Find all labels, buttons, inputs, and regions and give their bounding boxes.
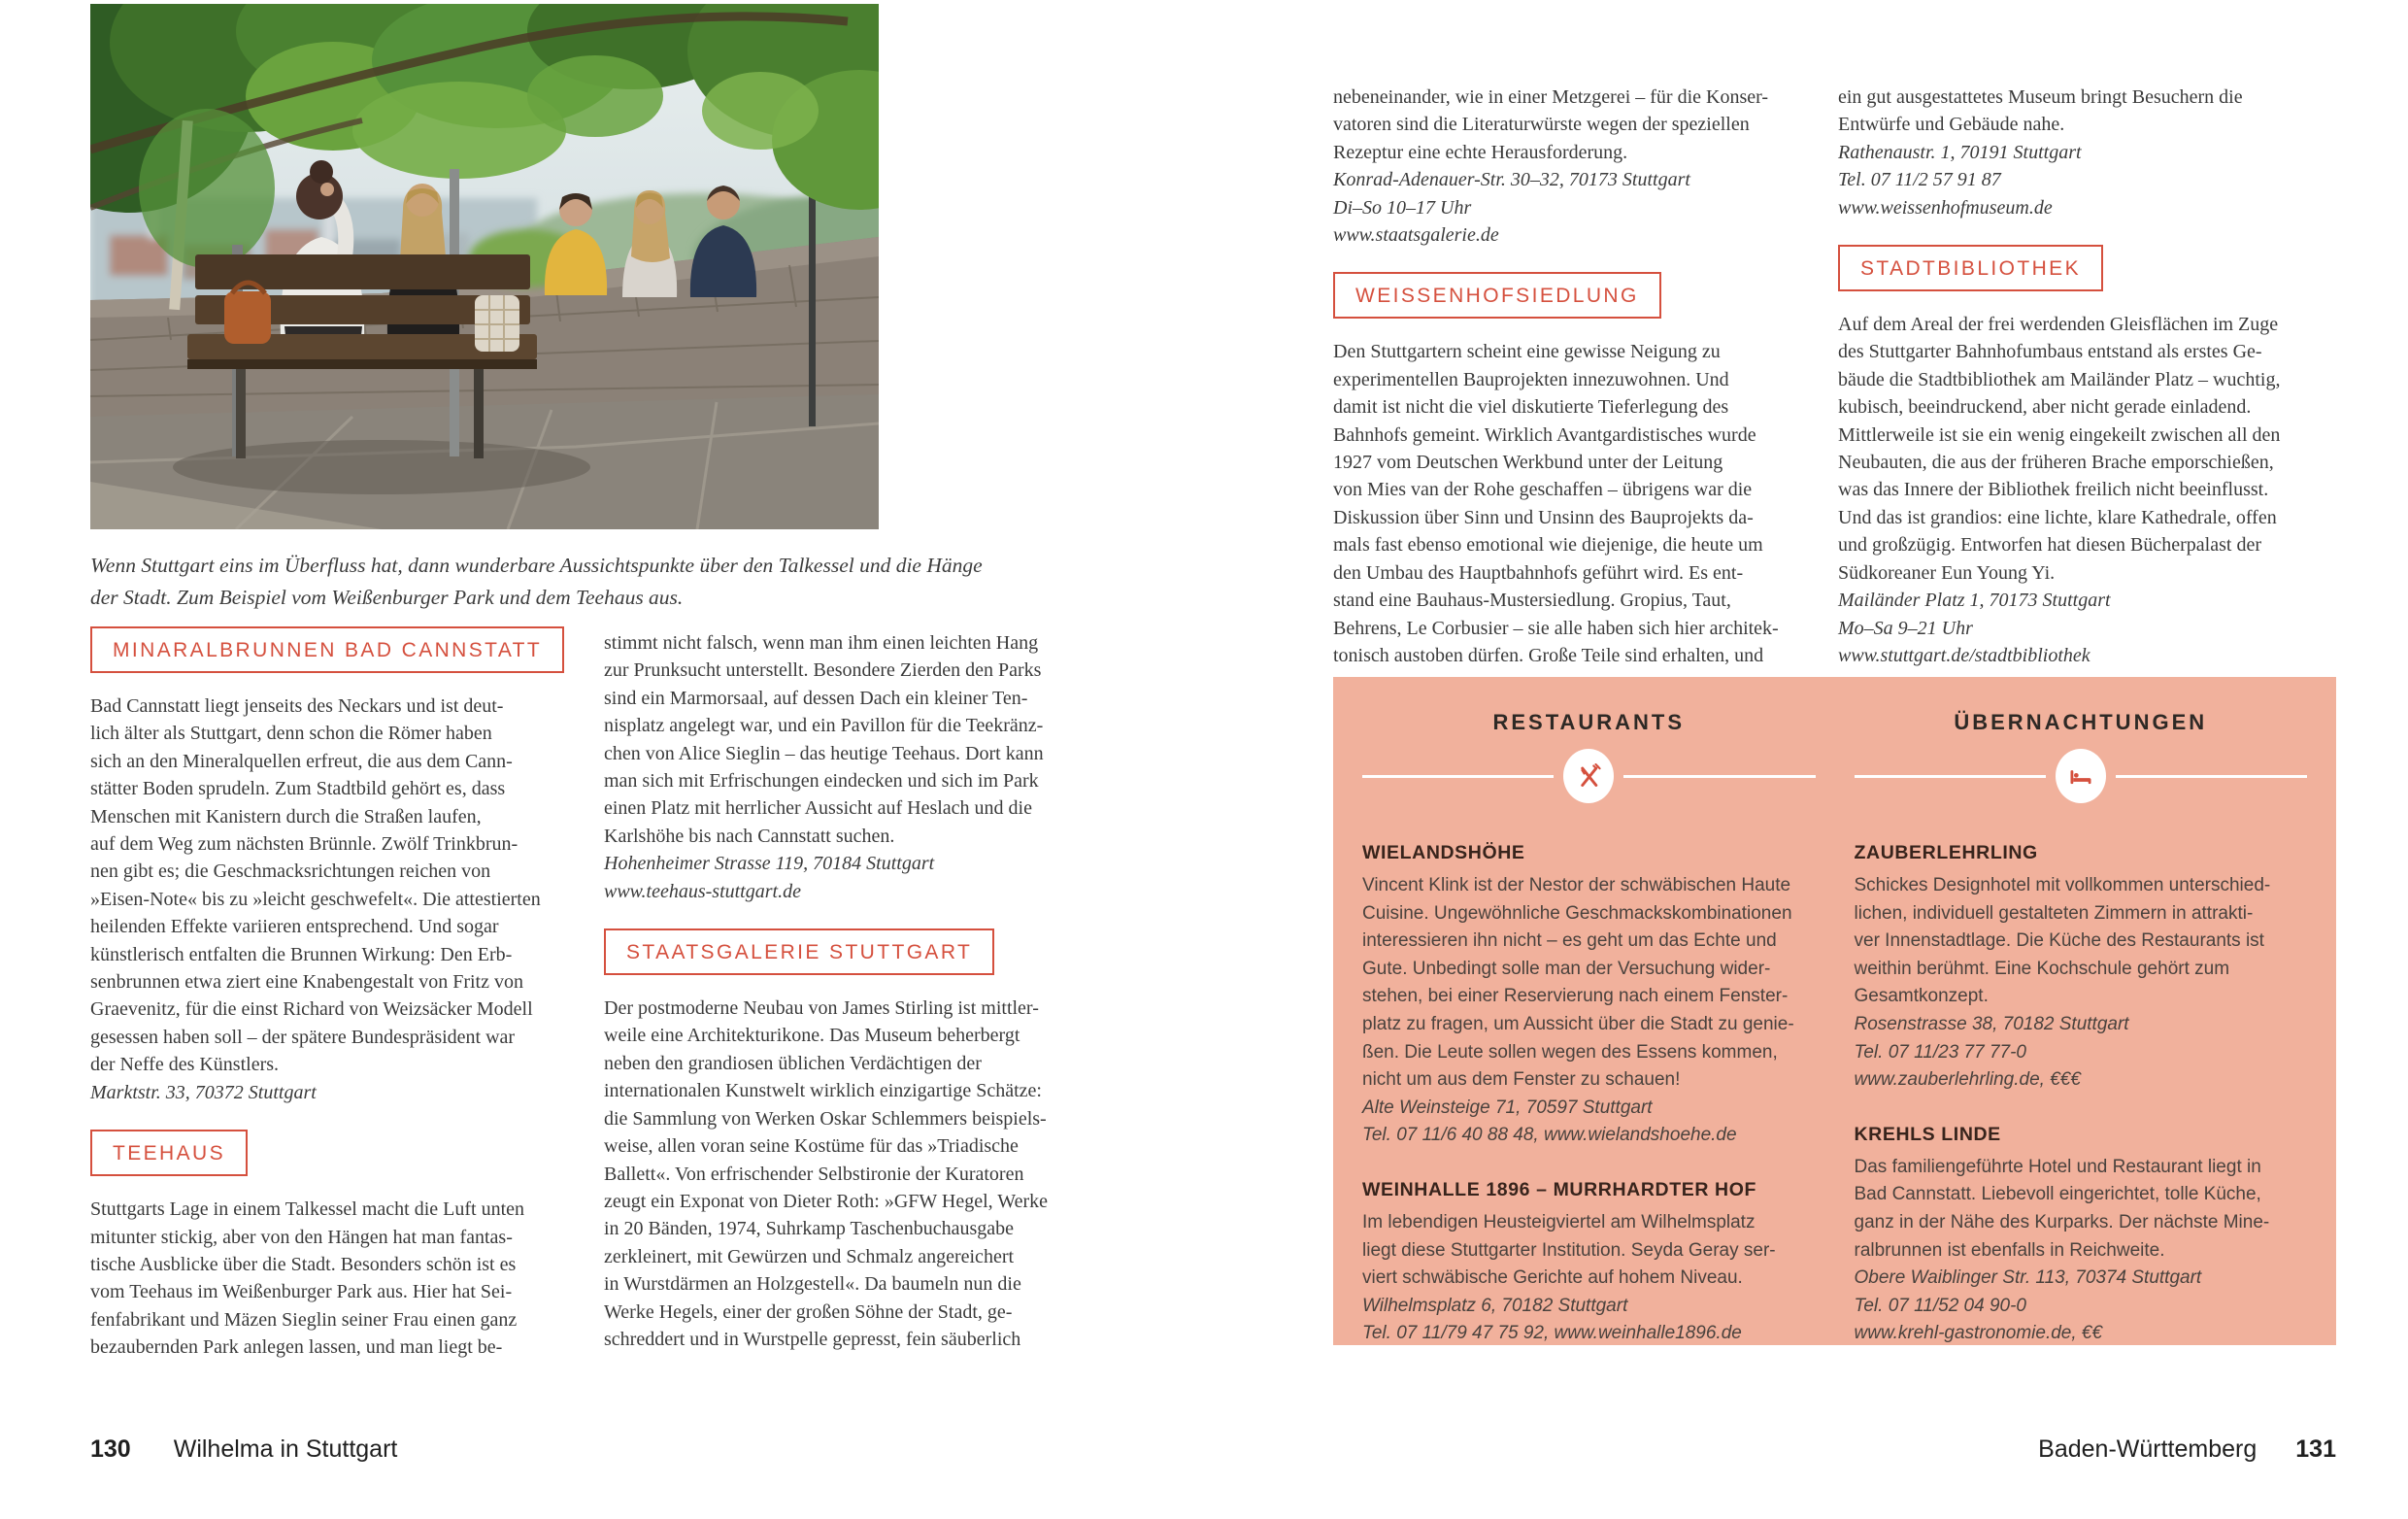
fork-knife-icon [1563,749,1614,803]
lodging-name: KREHLS LINDE [1854,1123,2001,1145]
restaurant-name: WEINHALLE 1896 – MURRHARDTER HOF [1362,1178,1756,1200]
restaurant-description: Im lebendigen Heusteigviertel am Wilhelmsplatz liegt diese Stuttgarter Institution. Seyda Geray ser- viert schwäbische Gerichte auf hohem Niveau. [1362,1211,1776,1289]
photo-viewpoint-stuttgart [90,4,879,529]
left-page-column-2 [604,629,1094,1353]
left-page-column-1 [90,626,581,1362]
chapter-title: Wilhelma in Stuttgart [173,1435,398,1463]
staatsgalerie-address: Konrad-Adenauer-Str. 30–32, 70173 Stuttgart Di–So 10–17 Uhr www.staatsgalerie.de [1333,169,1690,247]
weissenhofsiedlung-body: Den Stuttgartern scheint eine gewisse Neigung zu experimentellen Bauprojekten innezuwohnen. Und damit ist nicht die viel diskutierte Tieferlegung des Bahnhofs gemeint. Wirklich Avantgardistisches wurde 1927 vom Deutschen Werkbund unter der Leitung von Mies van der Rohe geschaffen – übrigens war die Diskussion über Sinn und Unsinn des Bauprojekts da- mals fast ebenso emotional wie diejenige, die heute um den Umbau des Hauptbahnhofs geführt wird. Es ent- stand eine Bauhaus-Mustersiedlung. Gropius, Taut, Behrens, Le Corbusier – sie alle haben sich hier architek- tonisch austoben dürfen. Große Teile sind erhalten, und [1333,341,1779,666]
mineralbrunnen-address: Marktstr. 33, 70372 Stuttgart [90,1081,317,1103]
lodging-title: ÜBERNACHTUNGEN [1954,710,2208,734]
photo-caption: Wenn Stuttgart eins im Überfluss hat, dann wunderbare Aussichtspunkte über den Talkessel und die Hänge der Stadt. Zum Beispiel vom Weißenburger Park und dem Teehaus aus. [90,554,983,609]
section-header-staatsgalerie [604,928,994,975]
footer-right [1333,1435,2336,1464]
footer-left [90,1435,397,1464]
restaurant-entry [1362,1179,1816,1348]
lodging-address: Obere Waiblinger Str. 113, 70374 Stuttgart Tel. 07 11/52 04 90-0 www.krehl-gastronomie.de, €€ [1854,1267,2202,1344]
restaurant-address: Wilhelmsplatz 6, 70182 Stuttgart Tel. 07 11/79 47 75 92, www.weinhalle1896.de [1362,1295,1742,1344]
weissenhof-body-continuation: ein gut ausgestattetes Museum bringt Besuchern die Entwürfe und Gebäude nahe. [1838,86,2243,136]
recommendations-box [1333,677,2336,1345]
lodging-divider [1855,749,2308,803]
people-on-wall [545,186,756,297]
restaurant-entry [1362,842,1816,1150]
section-header-mineralbrunnen [90,626,564,673]
right-page-column-1 [1333,84,1823,669]
lodging-description: Das familiengeführte Hotel und Restaurant liegt in Bad Cannstatt. Liebevoll eingerichtet, tolle Küche, ganz in der Nähe des Kurparks. Der nächste Mine- ralbrunnen ist ebenfalls in Reichweite. [1854,1156,2270,1261]
page-number: 131 [2295,1435,2336,1463]
divider-line [1362,775,1554,778]
stadtbibliothek-body: Auf dem Areal der frei werdenden Gleisflächen im Zuge des Stuttgarter Bahnhofumbaus entstand als erstes Ge- bäude die Stadtbibliothek am Mailänder Platz – wuchtig, kubisch, beeindruckend, aber nicht gerade einladend. Mittlerweile ist sie ein wenig eingekeilt zwischen all den Neubauten, die aus der früheren Brache emporschießen, was das Innere der Bibliothek freilich nicht beeinflusst. Und das ist grandios: eine lichte, klare Kathedrale, offen und großzügig. Entworfen hat diesen Bücherpalast der Südkoreaner Eun Young Yi. [1838,314,2281,584]
teehaus-body: Stuttgarts Lage in einem Talkessel macht die Luft unten mitunter stickig, aber von den Hängen hat man fantas- tische Ausblicke über die Stadt. Besonders schön ist es vom Teehaus im Weißenburger Park aus. Hier hat Sei- fenfabrikant und Mäzen Sieglin seiner Frau einen ganz bezaubernden Park anlegen lassen, und man liegt be- [90,1198,525,1359]
section-title: WEISSENHOFSIEDLUNG [1355,285,1639,308]
divider-line [2116,775,2307,778]
stadtbibliothek-address: Mailänder Platz 1, 70173 Stuttgart Mo–Sa 9–21 Uhr www.stuttgart.de/stadtbibliothek [1838,590,2111,666]
staatsgalerie-body: Der postmoderne Neubau von James Stirling ist mittler- weile eine Architekturikone. Das Museum beherbergt neben den grandiosen üblichen Verdächtigen der internationalen Kunstwelt wirklich einzigartige Schätze: die Sammlung von Werken Oskar Schlemmers beispiels- weise, allen voran seine Kostüme für das »Triadische Ballett«. Von erfrischender Selbstironie der Kuratoren zeugt ein Exponat von Dieter Roth: »GFW Hegel, Werke in 20 Bänden, 1974, Suhrkamp Taschenbuchausgabe zerkleinert, mit Gewürzen und Schmalz angereichert in Wurstdärmen an Holzgestell«. Da baumeln nun die Werke Hegels, einer der großen Söhne der Stadt, ge- schreddert und in Wurstpelle gepresst, fein säuberlich [604,997,1048,1350]
page-number: 130 [90,1435,131,1463]
restaurant-address: Alte Weinsteige 71, 70597 Stuttgart Tel. 07 11/6 40 88 48, www.wielandshoehe.de [1362,1097,1737,1146]
restaurants-divider [1362,749,1816,803]
chapter-title: Baden-Württemberg [2038,1435,2258,1463]
lodging-description: Schickes Designhotel mit vollkommen unterschied- lichen, individuell gestalteten Zimmern in attrakti- ver Innenstadtlage. Die Küche des Restaurants ist weithin berühmt. Eine Kochschule gehört zum Gesamtkonzept. [1854,875,2271,1007]
section-header-teehaus [90,1130,248,1176]
teehaus-body-continuation: stimmt nicht falsch, wenn man ihm einen leichten Hang zur Prunksucht unterstellt. Besondere Zierden den Parks sind ein Marmorsaal, auf dessen Dach ein kleiner Ten- nisplatz angelegt war, und ein Pavillon für die Teekränz- chen von Alice Sieglin – das heutige Teehaus. Dort kann man sich mit Erfrischungen eindecken und sich im Park einen Platz mit herrlicher Aussicht auf Heslach und die Karlshöhe bis nach Cannstatt suchen. [604,632,1044,847]
restaurant-description: Vincent Klink ist der Nestor der schwäbischen Haute Cuisine. Ungewöhnliche Geschmackskombinationen interessieren ihn nicht – es geht um das Echte und Gute. Unbedingt solle man der Versuchung wider- stehen, bei einer Reservierung nach einem Fenster- platz zu fragen, um Aussicht über die Stadt zu genie- ßen. Die Leute sollen wegen des Essens kommen, nicht um aus dem Fenster zu schauen! [1362,875,1794,1091]
section-title: STAATSGALERIE STUTTGART [626,941,973,964]
section-header-stadtbibliothek [1838,245,2103,291]
section-title: STADTBIBLIOTHEK [1860,257,2081,281]
divider-line [1855,775,2046,778]
lodging-column [1855,710,2308,1345]
section-header-weissenhofsiedlung [1333,272,1661,319]
bed-icon [2056,749,2106,803]
section-title: MINARALBRUNNEN BAD CANNSTATT [113,639,543,661]
lodging-address: Rosenstrasse 38, 70182 Stuttgart Tel. 07 11/23 77 77-0 www.zauberlehrling.de, €€€ [1854,1013,2129,1091]
restaurant-name: WIELANDSHÖHE [1362,842,1525,863]
photo-illustration [90,4,879,529]
teehaus-address: Hohenheimer Strasse 119, 70184 Stuttgart www.teehaus-stuttgart.de [604,853,935,902]
staatsgalerie-body-continuation: nebeneinander, wie in einer Metzgerei – für die Konser- vatoren sind die Literaturwürste wegen der speziellen Rezeptur eine echte Herausforderung. [1333,86,1769,163]
lodging-name: ZAUBERLEHRLING [1854,842,2038,863]
mineralbrunnen-body: Bad Cannstatt liegt jenseits des Neckars und ist deut- lich älter als Stuttgart, denn schon die Römer haben sich an den Mineralquellen erfreut, die aus dem Cann- stätter Boden sprudeln. Zum Stadtbild gehört es, dass Menschen mit Kanistern durch die Straßen laufen, auf dem Weg zum nächsten Brünnle. Zwölf Trinkbrun- nen gibt es; die Geschmacksrichtungen reichen von »Eisen-Note« bis zu »leicht geschwefelt«. Die attestierten heilenden Effekte variieren entsprechend. Und sogar künstlerisch entfalten die Brunnen Wirkung: Den Erb- senbrunnen etwa ziert eine Knabengestalt von Fritz von Graevenitz, für die einst Richard von Weizsäcker Modell gesessen haben soll – der spätere Bundespräsident war der Neffe des Künstlers. [90,695,541,1076]
restaurants-column [1362,710,1816,1345]
right-page-column-2 [1838,84,2328,669]
weissenhof-address: Rathenaustr. 1, 70191 Stuttgart Tel. 07 11/2 57 91 87 www.weissenhofmuseum.de [1838,141,2082,219]
section-title: TEEHAUS [113,1142,225,1165]
lodging-entry [1855,1124,2308,1348]
lodging-entry [1855,842,2308,1095]
restaurants-title: RESTAURANTS [1492,710,1686,734]
divider-line [1623,775,1815,778]
